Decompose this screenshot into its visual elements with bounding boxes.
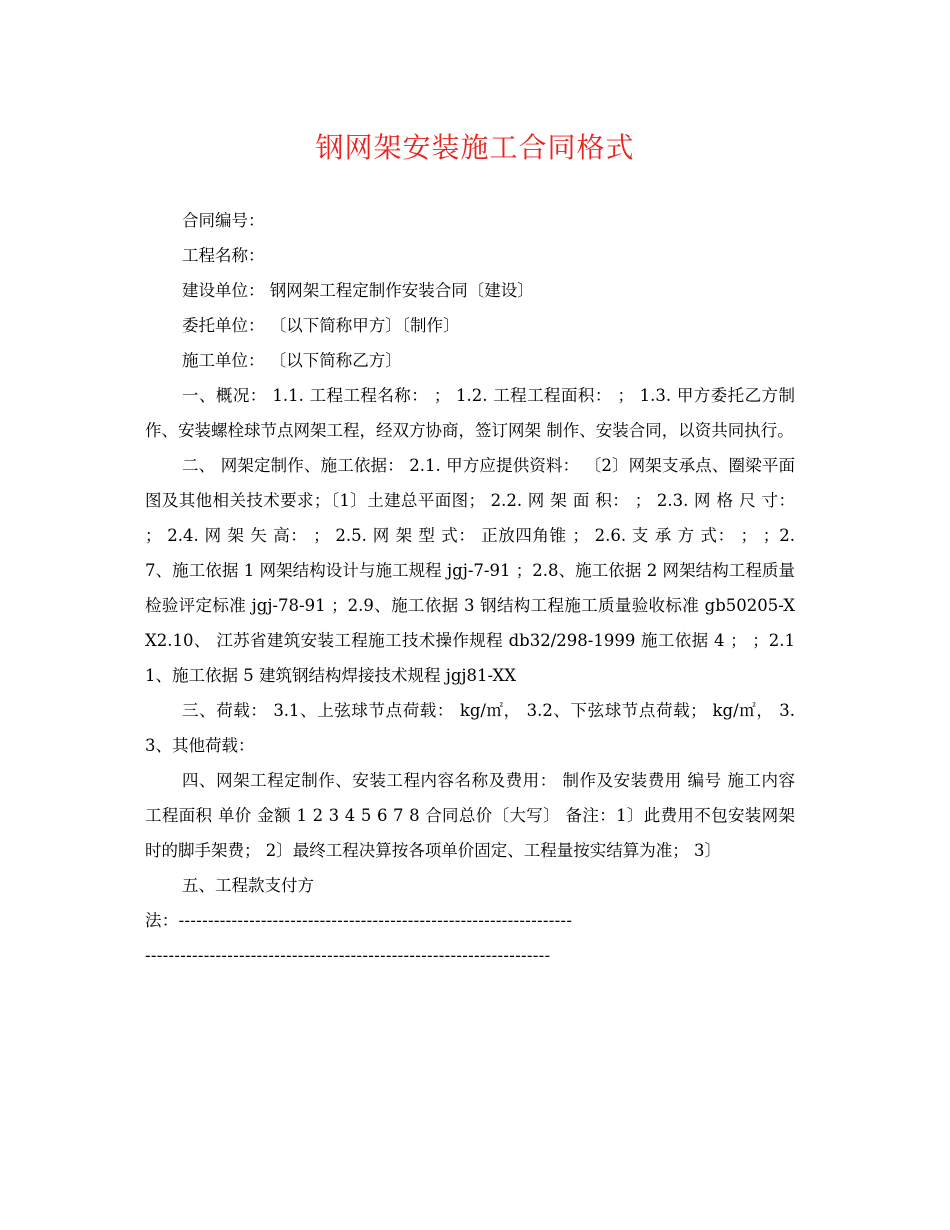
section-load: 三、荷载： 3.1、上弦球节点荷载： kg/㎡， 3.2、下弦球节点荷载； kg/㎡， 3.3、其他荷载： xyxy=(145,701,795,755)
document-title: 钢网架安装施工合同格式 xyxy=(315,131,635,164)
project-name-field: 工程名称： xyxy=(182,246,265,265)
section-overview: 一、概况： 1.1. 工程工程名称： ； 1.2. 工程工程面积： ； 1.3. 甲方委托乙方制作、安装螺栓球节点网架工程，经双方协商，签订网架 制作、安装合同，以资共同执行。 xyxy=(145,386,795,440)
section-costs: 四、网架工程定制作、安装工程内容名称及费用： 制作及安装费用 编号 施工内容 工程面积 单价 金额 1 2 3 4 5 6 7 8 合同总价〔大写〕 备注：1〕此费用不包安装网架时的脚手架费； 2〕最终工程决算按各项单价固定、工程量按实结算为准； 3〕 xyxy=(145,771,795,860)
construction-unit-field: 建设单位： 钢网架工程定制作安装合同〔建设〕 xyxy=(182,281,534,300)
payment-method-line: 法：------------------------------------------------------------------- xyxy=(145,911,573,930)
section-basis: 二、 网架定制作、施工依据： 2.1. 甲方应提供资料： 〔2〕网架支承点、圈梁平面图及其他相关技术要求；〔1〕土建总平面图； 2.2. 网 架 面 积： ； 2.3. 网 格 尺 寸： ； 2.4. 网 架 矢 高： ； 2.5. 网 架 型 式： 正放四角锥 ； 2.6. 支 承 方 式： ； ；2.7、施工依据 1 网架结构设计与施工规程 jgj-7-91 ；2.8、施工依据 2 网架结构工程质量检验评定标准 jgj-78-91 ；2.9、施工依据 3 钢结构工程施工质量验收标准 gb50205-XX2.10、 江苏省建筑安装工程施工技术操作规程 db32/298-1999 施工依据 4 ； ；2.11、施工依据 5 建筑钢结构焊接技术规程 jgj81-XX xyxy=(145,456,795,685)
section-payment: 五、工程款支付方 xyxy=(182,876,314,895)
dash-separator-line: --------------------------------------------------------------------- xyxy=(145,946,551,965)
document-body xyxy=(145,203,795,973)
contract-number-field: 合同编号： xyxy=(182,211,265,230)
contractor-unit-field: 施工单位： 〔以下简称乙方〕 xyxy=(182,351,402,370)
client-unit-field: 委托单位： 〔以下简称甲方〕〔制作〕 xyxy=(182,316,460,335)
